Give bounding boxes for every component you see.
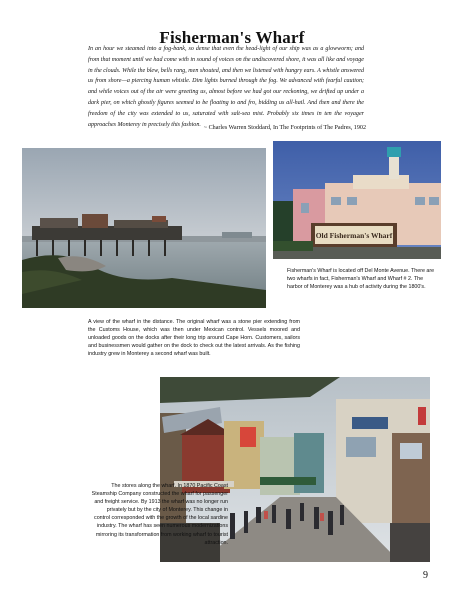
page-number: 9 (423, 570, 428, 581)
sign-photo-illustration (273, 141, 441, 259)
caption-wharf-sign: Fisherman's Wharf is located off Del Monte Avenue. There are two wharfs in fact, Fisherman's Wharf and Wharf # 2. The harbor of Monterey was a hub of activity during the 1800's. (287, 268, 435, 291)
photo-wharf-sign (273, 141, 441, 259)
caption-wharf-distance: A view of the wharf in the distance. The original wharf was a stone pier extending from the Customs House, which was then under Mexican control. Vessels moored and unloaded goods on the docks after their long trip around Cape Horn. Customers, sailors and businessmen would gather on the dock to check out the latest arrivals. As the fishing industry grew in Monterey a second wharf was built. (88, 319, 300, 358)
epigraph-quote: In an hour we steamed into a fog-bank, so dense that even the head-light of our ship was as a glowworm; and from that moment until we had come with in sound of voices on the undiscovered shore, it was all like and voyage in the clouds. While the blew, bells rang, men shouted, and then we listened with hungry ears. A whistle answered us from shore—a piercing human whistle. Dim lights burned through the fog. We advanced with fearful caution; and while voices out of the air were greeting us, almost before we had got our reckoning, we drifted up under a dark pier, on which ghostly figures seemed to be floating to and fro, bidding us all-hail. And then and there the freedom of the city was extended to us, saturated with salt-sea mist. Probably six times in ten the voyager approaches Monterey in precisely this fashion. (88, 46, 364, 128)
page-title: Fisherman's Wharf (159, 28, 305, 48)
caption-wharf-stores: The stores along the wharf. In 1870 Pacific Coast Steamship Company constructed the wharf for passenger and freight service. By 1913 the wharf was no longer run privately but by the city of Monterey. This change in control corresponded with the growth of the local sardine industry. The wharf has seen numerous modernizations mirroring its transformation from working wharf to tourist attraction. (91, 483, 228, 546)
sign-text: Old Fisherman's Wharf (315, 231, 393, 240)
wharf-photo-illustration (22, 148, 266, 308)
photo-wharf-distance (22, 148, 266, 308)
epigraph-attribution: ~ Charles Warren Stoddard, In The Footprints of The Padres, 1902 (203, 125, 366, 131)
